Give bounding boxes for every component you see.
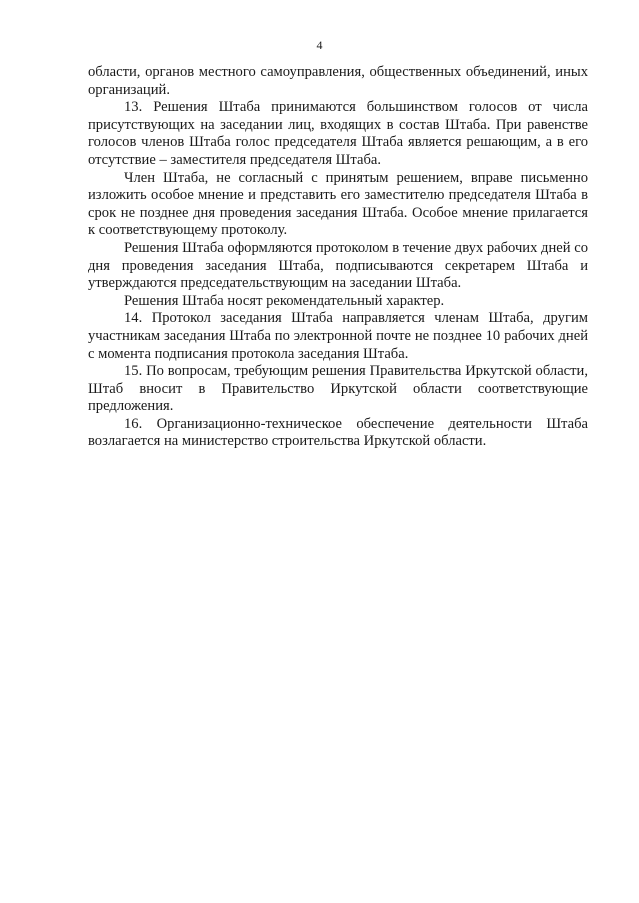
paragraph-protocol-registration: Решения Штаба оформляются протоколом в течение двух рабочих дней со дня проведения заседания Штаба, подписываются секретарем Штаба и утверждаются председательствующим на заседании Штаба. [88,239,589,292]
page-number: 4 [316,38,323,52]
paragraph-16: 16. Организационно-техническое обеспечение деятельности Штаба возлагается на министерство строительства Иркутской области. [88,415,588,450]
paragraph-recommendatory: Решения Штаба носят рекомендательный характер. [124,292,445,309]
paragraph-continuation: области, органов местного самоуправления, общественных объединений, иных организаций. [88,64,588,98]
document-body [88,64,588,451]
paragraph-dissenting-opinion: Член Штаба, не согласный с принятым решением, вправе письменно изложить особое мнение и представить его заместителю председателя Штаба в срок не позднее дня проведения заседания Штаба. Особое мнение прилагается к соответствующему протоколу. [88,169,588,239]
paragraph-15: 15. По вопросам, требующим решения Правительства Иркутской области, Штаб вносит в Правительство Иркутской области соответствующие предложения. [88,363,588,415]
paragraph-14: 14. Протокол заседания Штаба направляется членам Штаба, другим участникам заседания Штаба по электронной почте не позднее 10 рабочих дней с момента подписания протокола заседания Штаба. [88,310,588,362]
paragraph-13: 13. Решения Штаба принимаются большинством голосов от числа присутствующих на заседании лиц, входящих в состав Штаба. При равенстве голосов членов Штаба голос председателя Штаба является решающим, а в его отсутствие – заместителя председателя Штаба. [88,99,588,168]
